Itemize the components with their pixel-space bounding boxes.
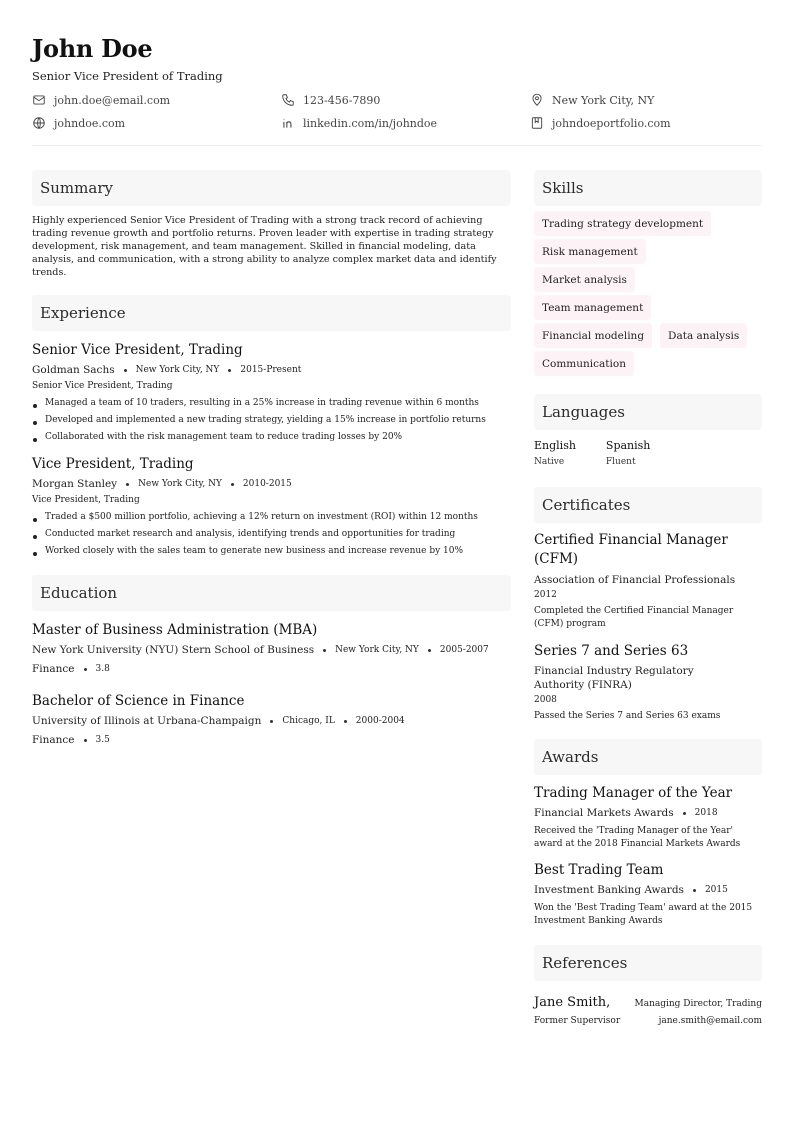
- contact-location: [530, 92, 762, 108]
- separator-dot: [323, 649, 326, 652]
- award-description: Won the 'Best Trading Team' award at the 2015 Investment Banking Awards: [534, 903, 753, 926]
- skill-tag: Trading strategy development: [534, 211, 711, 236]
- school-name: University of Illinois at Urbana-Champaign: [32, 715, 262, 727]
- certificates-section: [534, 487, 762, 723]
- award-issuer: Investment Banking Awards: [534, 884, 684, 896]
- job-meta: [32, 363, 511, 377]
- languages-heading: Languages: [534, 394, 762, 430]
- gpa: 3.5: [95, 735, 110, 745]
- job-bullets: [32, 509, 511, 560]
- mail-icon: [32, 93, 46, 107]
- awards-heading: Awards: [534, 739, 762, 775]
- skill-tag: Risk management: [534, 239, 646, 264]
- separator-dot: [693, 889, 696, 892]
- summary-section: [32, 170, 511, 279]
- separator-dot: [270, 720, 273, 723]
- header-divider: [32, 145, 762, 146]
- main-column: [32, 170, 511, 747]
- award-item: [534, 861, 762, 928]
- skills-heading: Skills: [534, 170, 762, 206]
- candidate-name: John Doe: [32, 34, 153, 63]
- location-text: New York City, NY: [552, 93, 655, 107]
- language-level: Native: [534, 457, 565, 467]
- experience-item: [32, 341, 511, 446]
- school-meta: [32, 643, 511, 657]
- separator-dot: [84, 739, 87, 742]
- experience-heading: Experience: [32, 295, 511, 331]
- linkedin-icon: [281, 116, 295, 130]
- reference-role: Managing Director, Trading: [634, 999, 762, 1009]
- school-dates: 2005-2007: [439, 645, 489, 655]
- language-name: Spanish: [605, 439, 651, 452]
- award-name: Best Trading Team: [534, 862, 664, 878]
- certificate-year: 2008: [534, 695, 557, 705]
- degree-title: Master of Business Administration (MBA): [32, 622, 318, 638]
- school-meta: [32, 714, 511, 728]
- field-of-study: Finance: [32, 734, 75, 746]
- job-role: Vice President, Trading: [32, 495, 140, 505]
- field-of-study: Finance: [32, 663, 75, 675]
- job-dates: 2010-2015: [242, 479, 292, 489]
- school-location: New York City, NY: [335, 645, 419, 655]
- contact-phone[interactable]: [281, 92, 530, 108]
- resume-header: [32, 34, 762, 131]
- languages-list: [534, 439, 762, 467]
- certificate-description: Passed the Series 7 and Series 63 exams: [534, 711, 721, 721]
- references-section: [534, 945, 762, 1026]
- email-text: john.doe@email.com: [54, 93, 171, 107]
- reference-email[interactable]: jane.smith@email.com: [658, 1016, 762, 1026]
- award-year: 2018: [694, 808, 718, 818]
- job-dates: 2015-Present: [240, 365, 302, 375]
- award-name: Trading Manager of the Year: [534, 785, 733, 801]
- award-item: [534, 784, 762, 851]
- contact-email[interactable]: [32, 92, 281, 108]
- certificates-heading: Certificates: [534, 487, 762, 523]
- education-heading: Education: [32, 575, 511, 611]
- website-text: johndoe.com: [54, 116, 126, 130]
- skill-tag: Market analysis: [534, 267, 635, 292]
- language-item: [534, 439, 576, 467]
- contact-list: [32, 92, 762, 131]
- linkedin-text: linkedin.com/in/johndoe: [303, 116, 438, 130]
- award-issuer: Financial Markets Awards: [534, 807, 674, 819]
- certificate-item: [534, 531, 762, 631]
- company-name: Morgan Stanley: [32, 478, 118, 490]
- bullet-item: Managed a team of 10 traders, resulting in a 25% increase in trading revenue within 6 months: [32, 395, 511, 412]
- certificate-name: Series 7 and Series 63: [534, 643, 689, 659]
- experience-section: [32, 295, 511, 560]
- award-description: Received the 'Trading Manager of the Year' award at the 2018 Financial Markets Awards: [534, 826, 741, 849]
- skills-list: [534, 210, 762, 378]
- phone-icon: [281, 93, 295, 107]
- skill-tag: Team management: [534, 295, 651, 320]
- separator-dot: [126, 483, 129, 486]
- field-meta: [32, 733, 511, 747]
- separator-dot: [228, 369, 231, 372]
- certificate-description: Completed the Certified Financial Manager (CFM) program: [534, 606, 734, 629]
- language-level: Fluent: [605, 457, 636, 467]
- references-heading: References: [534, 945, 762, 981]
- certificate-year: 2012: [534, 590, 557, 600]
- reference-name: Jane Smith,: [534, 995, 611, 1010]
- reference-relation: Former Supervisor: [534, 1016, 621, 1026]
- school-location: Chicago, IL: [282, 716, 335, 726]
- summary-text: Highly experienced Senior Vice President of Trading with a strong track record of achieving trading revenue growth and portfolio returns. Proven leader with expertise in trading strategy development, risk management, and team management. Skilled in financial modeling, data analysis, and communication, with a strong ability to analyze complex market data and identify trends.: [32, 215, 497, 278]
- separator-dot: [428, 649, 431, 652]
- skill-tag: Communication: [534, 351, 634, 376]
- phone-text: 123-456-7890: [303, 93, 381, 107]
- language-name: English: [534, 439, 576, 452]
- field-meta: [32, 662, 511, 676]
- company-name: Goldman Sachs: [32, 364, 115, 376]
- certificate-issuer: Financial Industry Regulatory Authority (FINRA): [534, 665, 694, 691]
- bullet-item: Worked closely with the sales team to generate new business and increase revenue by 10%: [32, 543, 511, 560]
- separator-dot: [124, 369, 127, 372]
- gpa: 3.8: [95, 664, 110, 674]
- job-location: New York City, NY: [135, 365, 220, 375]
- awards-section: [534, 739, 762, 928]
- job-role: Senior Vice President, Trading: [32, 381, 173, 391]
- contact-website[interactable]: [32, 115, 281, 131]
- reference-row: [534, 995, 762, 1010]
- contact-linkedin[interactable]: [281, 115, 530, 131]
- education-item: [32, 692, 511, 747]
- globe-icon: [32, 116, 46, 130]
- bullet-item: Collaborated with the risk management team to reduce trading losses by 20%: [32, 429, 511, 446]
- experience-item: [32, 455, 511, 560]
- separator-dot: [344, 720, 347, 723]
- bullet-item: Developed and implemented a new trading strategy, yielding a 15% increase in portfolio returns: [32, 412, 511, 429]
- job-bullets: [32, 395, 511, 446]
- job-title: Vice President, Trading: [32, 456, 194, 472]
- certificate-item: [534, 642, 762, 723]
- education-item: [32, 621, 511, 676]
- skill-tag: Financial modeling: [534, 323, 652, 348]
- separator-dot: [84, 668, 87, 671]
- certificate-name: Certified Financial Manager (CFM): [534, 532, 728, 567]
- separator-dot: [231, 483, 234, 486]
- skills-section: [534, 170, 762, 378]
- bullet-item: Conducted market research and analysis, identifying trends and opportunities for trading: [32, 526, 511, 543]
- language-item: [606, 439, 650, 467]
- certificate-issuer: Association of Financial Professionals: [534, 574, 736, 586]
- award-year: 2015: [704, 885, 728, 895]
- job-location: New York City, NY: [138, 479, 222, 489]
- bullet-item: Traded a $500 million portfolio, achieving a 12% return on investment (ROI) within 12 months: [32, 509, 511, 526]
- award-meta: [534, 806, 762, 820]
- school-name: New York University (NYU) Stern School of Business: [32, 644, 315, 656]
- languages-section: [534, 394, 762, 467]
- degree-title: Bachelor of Science in Finance: [32, 693, 245, 709]
- portfolio-text: johndoeportfolio.com: [552, 116, 671, 130]
- job-meta: [32, 477, 511, 491]
- skill-tag: Data analysis: [660, 323, 747, 348]
- candidate-title: Senior Vice President of Trading: [32, 69, 223, 83]
- separator-dot: [683, 812, 686, 815]
- school-dates: 2000-2004: [355, 716, 405, 726]
- job-title: Senior Vice President, Trading: [32, 342, 243, 358]
- reference-contact-row: [534, 1016, 762, 1026]
- award-meta: [534, 883, 762, 897]
- sidebar-column: [534, 170, 762, 1026]
- map-pin-icon: [530, 93, 544, 107]
- education-section: [32, 575, 511, 747]
- summary-heading: Summary: [32, 170, 511, 206]
- bookmark-icon: [530, 116, 544, 130]
- contact-portfolio[interactable]: [530, 115, 762, 131]
